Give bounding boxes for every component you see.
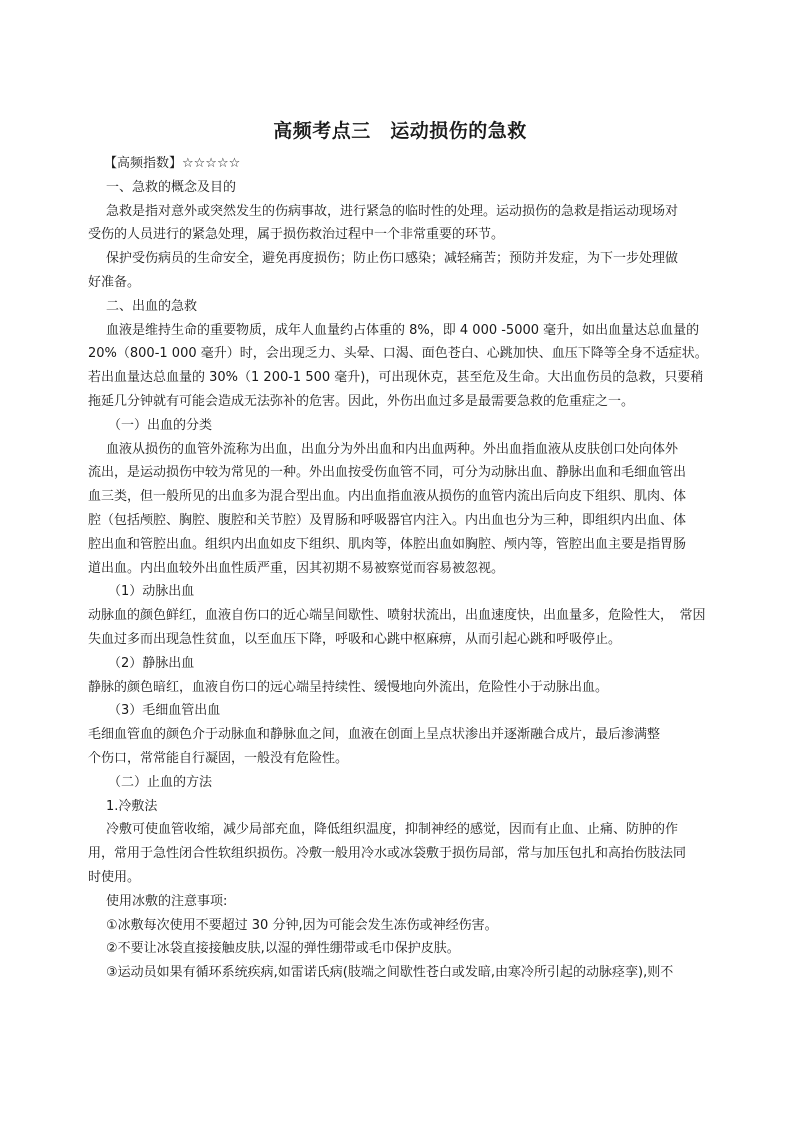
paragraph-line: 急救是指对意外或突然发生的伤病事故，进行紧急的临时性的处理。运动损伤的急救是指运动现场对 [106, 203, 679, 219]
paragraph-line: 好准备。 [88, 274, 141, 290]
paragraph-line: 受伤的人员进行的紧急处理，属于损伤救治过程中一个非常重要的环节。 [88, 227, 505, 243]
item-heading-arterial: （1）动脉出血 [108, 584, 195, 600]
paragraph-line: 冷敷可使血管收缩，减少局部充血，降低组织温度，抑制神经的感觉，因而有止血、止痛、防肿的作 [106, 822, 679, 838]
paragraph-line: 保护受伤病员的生命安全，避免再度损伤；防止伤口感染；减轻痛苦；预防并发症，为下一步处理做 [106, 251, 679, 267]
frequency-index: 【高频指数】☆☆☆☆☆ [104, 156, 241, 171]
note-item: ①冰敷每次使用不要超过 30 分钟,因为可能会发生冻伤或神经伤害。 [106, 917, 498, 933]
paragraph-line: 道出血。内出血较外出血性质严重，因其初期不易被察觉而容易被忽视。 [88, 560, 505, 576]
paragraph-line: 血液是维持生命的重要物质，成年人血量约占体重的 8%，即 4 000 -5000 毫升，如出血量达总血量的 [106, 322, 700, 338]
paragraph-line: 用，常用于急性闭合性软组织损伤。冷敷一般用冷水或冰袋敷于损伤局部，常与加压包扎和高抬伤肢法同 [88, 846, 687, 862]
page-title: 高频考点三 运动损伤的急救 [273, 120, 527, 142]
item-heading-capillary: （3）毛细血管出血 [108, 703, 221, 719]
paragraph-line: 时使用。 [88, 869, 141, 885]
note-item: ②不要让冰袋直接接触皮肤,以湿的弹性绷带或毛巾保护皮肤。 [106, 941, 460, 957]
paragraph-line: 静脉的颜色暗红，血液自伤口的远心端呈持续性、缓慢地向外流出，危险性小于动脉出血。 [88, 679, 609, 695]
paragraph-line: 毛细血管血的颜色介于动脉血和静脉血之间，血液在创面上呈点状渗出并逐渐融合成片，最后渗满整 [88, 727, 661, 743]
note-item: ③运动员如果有循环系统疾病,如雷诺氏病(肢端之间歇性苍白或发暗,由寒冷所引起的动脉痉挛),则不 [106, 965, 674, 981]
paragraph-line: 若出血量达总血量的 30%（1 200-1 500 毫升)，可出现休克，甚至危及生命。大出血伤员的急救，只要稍 [88, 370, 704, 386]
section-heading-bleeding: 二、出血的急救 [106, 298, 198, 314]
subsection-heading-classification: （一）出血的分类 [108, 417, 213, 433]
paragraph-line: 流出，是运动损伤中较为常见的一种。外出血按受伤血管不同，可分为动脉出血、静脉出血和毛细血管出 [88, 465, 687, 481]
paragraph-line: 个伤口，常常能自行凝固，一般没有危险性。 [88, 750, 349, 766]
paragraph-line: 拖延几分钟就有可能会造成无法弥补的危害。因此，外伤出血过多是最需要急救的危重症之一。 [88, 393, 635, 409]
paragraph-line: 动脉血的颜色鲜红，血液自伤口的近心端呈间歇性、喷射状流出，出血速度快，出血量多，危险性大， 常因 [88, 608, 706, 624]
subsection-heading-methods: （二）止血的方法 [108, 774, 213, 790]
paragraph-line: 20%（800-1 000 毫升）时，会出现乏力、头晕、口渴、面色苍白、心跳加快、血压下降等全身不适症状。 [88, 346, 708, 362]
paragraph-line: 腔（包括颅腔、胸腔、腹腔和关节腔）及胃肠和呼吸器官内注入。内出血也分为三种，即组织内出血、体 [88, 512, 687, 528]
item-heading-venous: （2）静脉出血 [108, 655, 195, 671]
paragraph-line: 血三类，但一般所见的出血多为混合型出血。内出血指血液从损伤的血管内流出后向皮下组织、肌肉、体 [88, 489, 687, 505]
document-body [0, 152, 800, 985]
section-heading-first-aid-concept: 一、急救的概念及目的 [106, 179, 237, 195]
method-heading-cold-compress: 1.冷敷法 [106, 798, 158, 814]
paragraph-line: 血液从损伤的血管外流称为出血，出血分为外出血和内出血两种。外出血指血液从皮肤创口处向体外 [106, 441, 679, 457]
paragraph-line: 失血过多而出现急性贫血，以至血压下降，呼吸和心跳中枢麻痹，从而引起心跳和呼吸停止。 [88, 631, 622, 647]
paragraph-line: 腔出血和管腔出血。组织内出血如皮下组织、肌肉等，体腔出血如胸腔、颅内等，管腔出血主要是指胃肠 [88, 536, 687, 552]
notes-heading: 使用冰敷的注意事项: [106, 893, 228, 909]
